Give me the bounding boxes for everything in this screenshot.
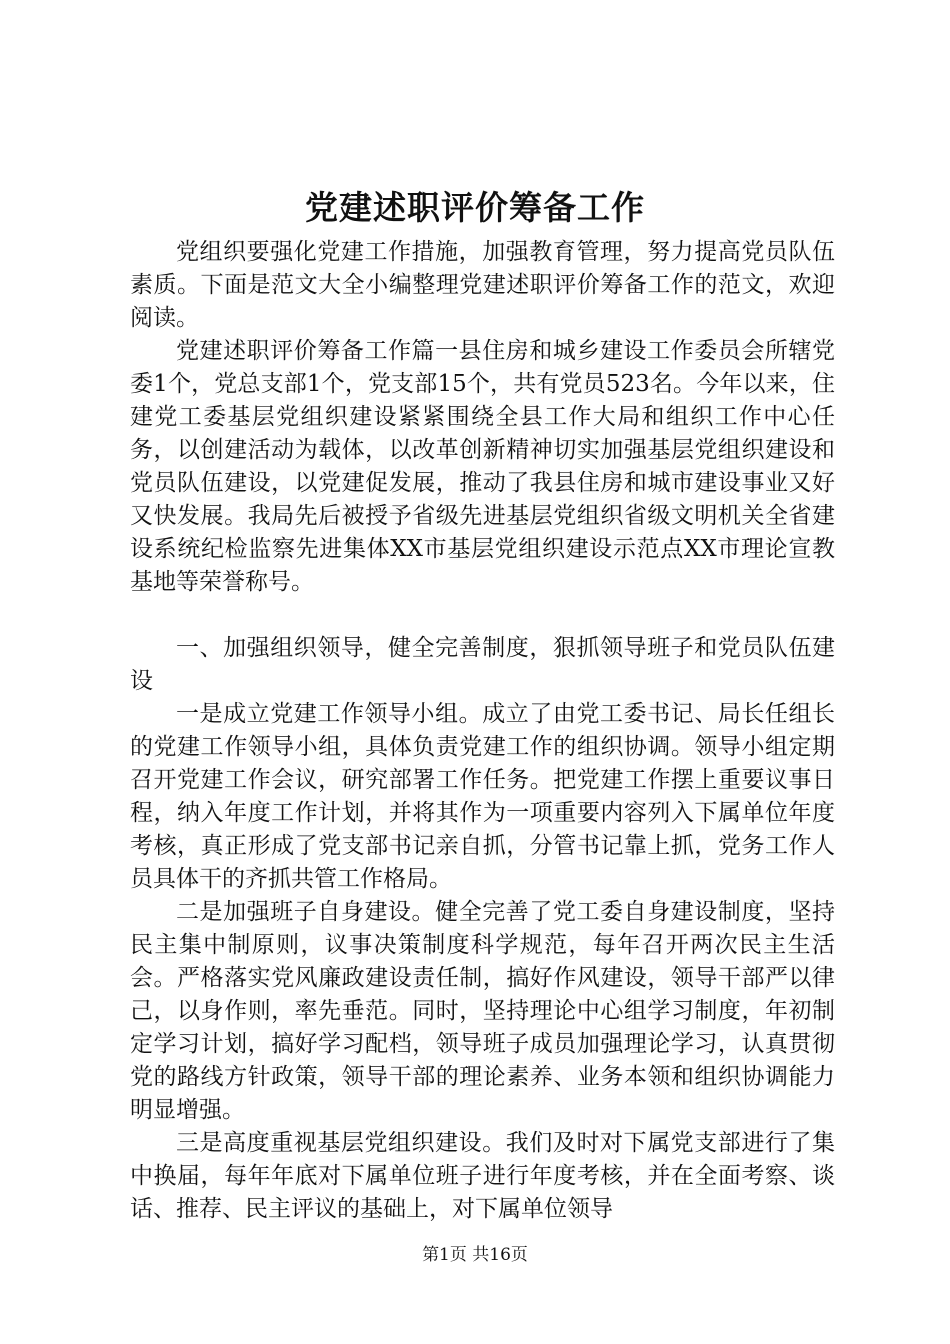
document-title: 党建述职评价筹备工作 [305,188,645,227]
page-number: 第1页 共16页 [422,1245,528,1265]
paragraph-point-2: 二是加强班子自身建设。健全完善了党工委自身建设制度，坚持民主集中制原则，议事决策制度科学规范，每年召开两次民主生活会。严格落实党风廉政建设责任制，搞好作风建设，领导干部严以律己，以身作则，率先垂范。同时，坚持理论中心组学习制度，年初制定学习计划，搞好学习配档，领导班子成员加强理论学习，认真贯彻党的路线方针政策，领导干部的理论素养、业务本领和组织协调能力明显增强。 [130,899,835,1123]
paragraph-point-3: 三是高度重视基层党组织建设。我们及时对下属党支部进行了集中换届，每年年底对下属单位班子进行年度考核，并在全面考察、谈话、推荐、民主评议的基础上，对下属单位领导 [130,1130,835,1222]
paragraph-overview: 党建述职评价筹备工作篇一县住房和城乡建设工作委员会所辖党委1个，党总支部1个，党支部15个，共有党员523名。今年以来，住建党工委基层党组织建设紧紧围绕全县工作大局和组织工作中心任务，以创建活动为载体，以改革创新精神切实加强基层党组织建设和党员队伍建设，以党建促发展，推动了我县住房和城市建设事业又好又快发展。我局先后被授予省级先进基层党组织省级文明机关全省建设系统纪检监察先进集体XX市基层党组织建设示范点XX市理论宣教基地等荣誉称号。 [130,338,835,595]
paragraph-point-1: 一是成立党建工作领导小组。成立了由党工委书记、局长任组长的党建工作领导小组，具体负责党建工作的组织协调。领导小组定期召开党建工作会议，研究部署工作任务。把党建工作摆上重要议事日程，纳入年度工作计划，并将其作为一项重要内容列入下属单位年度考核，真正形成了党支部书记亲自抓，分管书记靠上抓，党务工作人员具体干的齐抓共管工作格局。 [130,701,835,892]
paragraph-intro: 党组织要强化党建工作措施，加强教育管理，努力提高党员队伍素质。下面是范文大全小编整理党建述职评价筹备工作的范文，欢迎阅读。 [130,239,835,331]
document-body [130,236,835,1226]
section-heading: 一、加强组织领导，健全完善制度，狠抓领导班子和党员队伍建设 [130,635,835,694]
